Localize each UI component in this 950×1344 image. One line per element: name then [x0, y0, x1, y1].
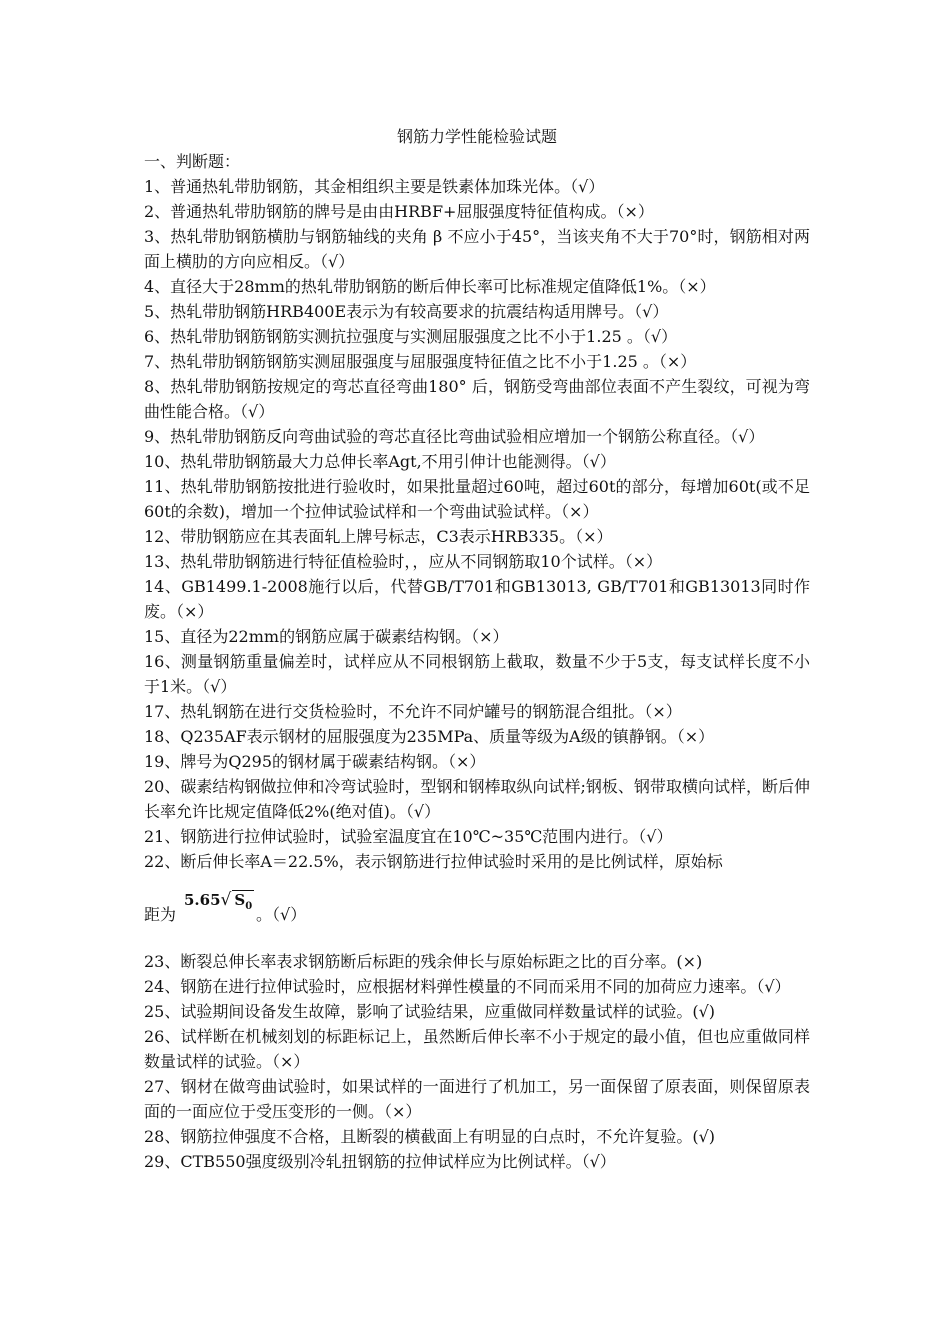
question-item: 13、热轧带肋钢筋进行特征值检验时，，应从不同钢筋取10个试样。（×） [144, 552, 663, 571]
question-item: 14、GB1499.1-2008施行以后，代替GB/T701和GB13013, GB/T701和GB13013同时作废。（×） [144, 577, 810, 621]
formula-subscript: 0 [245, 901, 253, 912]
question-item: 29、CTB550强度级别冷轧扭钢筋的拉伸试样应为比例试样。（√） [144, 1152, 616, 1171]
question-item: 22、断后伸长率A＝22.5%，表示钢筋进行拉伸试验时采用的是比例试样，原始标 [144, 852, 723, 871]
question-item: 9、热轧带肋钢筋反向弯曲试验的弯芯直径比弯曲试验相应增加一个钢筋公称直径。（√） [144, 427, 765, 446]
question-item: 11、热轧带肋钢筋按批进行验收时，如果批量超过60吨，超过60t的部分，每增加60t(或不足60t的余数)，增加一个拉伸试验试样和一个弯曲试验试样。（×） [144, 477, 810, 521]
question-item: 26、试样断在机械刻划的标距标记上，虽然断后伸长率不小于规定的最小值，但也应重做同样数量试样的试验。（×） [144, 1027, 810, 1071]
formula-line-text [144, 902, 306, 927]
question-item: 20、碳素结构钢做拉伸和冷弯试验时，型钢和钢棒取纵向试样;钢板、钢带取横向试样，断后伸长率允许比规定值降低2%(绝对值)。（√） [144, 777, 810, 821]
question-item: 5、热轧带肋钢筋HRB400E表示为有较高要求的抗震结构适用牌号。（√） [144, 302, 669, 321]
question-item: 24、钢筋在进行拉伸试验时，应根据材料弹性模量的不同而采用不同的加荷应力速率。（√） [144, 977, 791, 996]
question-item: 27、钢材在做弯曲试验时，如果试样的一面进行了机加工，另一面保留了原表面，则保留原表面的一面应位于受压变形的一侧。（×） [144, 1077, 810, 1121]
question-item: 2、普通热轧带肋钢筋的牌号是由由HRBF+屈服强度特征值构成。（×） [144, 202, 654, 221]
question-item: 16、测量钢筋重量偏差时，试样应从不同根钢筋上截取，数量不少于5支，每支试样长度不小于1米。（√） [144, 652, 810, 696]
question-item: 28、钢筋拉伸强度不合格，且断裂的横截面上有明显的白点时，不允许复验。(√) [144, 1127, 716, 1146]
question-item: 12、带肋钢筋应在其表面轧上牌号标志，C3表示HRB335。（×） [144, 527, 613, 546]
question-item: 21、钢筋进行拉伸试验时，试验室温度宜在10℃~35℃范围内进行。（√） [144, 827, 673, 846]
question-item: 15、直径为22mm的钢筋应属于碳素结构钢。（×） [144, 627, 509, 646]
document-title: 钢筋力学性能检验试题 [396, 127, 557, 146]
question-item: 8、热轧带肋钢筋按规定的弯芯直径弯曲180° 后，钢筋受弯曲部位表面不产生裂纹，可视为弯曲性能合格。（√） [144, 377, 810, 421]
question-list-part-2 [144, 949, 810, 1174]
formula-radicand-symbol: S [234, 891, 246, 909]
question-item: 7、热轧带肋钢筋钢筋实测屈服强度与屈服强度特征值之比不小于1.25 。（×） [144, 352, 697, 371]
question-item: 23、断裂总伸长率表求钢筋断后标距的残余伸长与原始标距之比的百分率。(×) [144, 952, 703, 971]
question-item: 3、热轧带肋钢筋横肋与钢筋轴线的夹角 β 不应小于45°，当该夹角不大于70°时，钢筋相对两面上横肋的方向应相反。（√） [144, 227, 810, 271]
question-22-formula-line [144, 874, 810, 949]
question-item: 19、牌号为Q295的钢材属于碳素结构钢。（×） [144, 752, 486, 771]
question-list-part-1 [144, 174, 810, 874]
question-item: 17、热轧钢筋在进行交货检验时，不允许不同炉罐号的钢筋混合组批。（×） [144, 702, 682, 721]
question-item: 18、Q235AF表示钢材的屈服强度为235MPa、质量等级为A级的镇静钢。（×） [144, 727, 715, 746]
document-page [144, 124, 810, 1174]
question-item: 4、直径大于28mm的热轧带肋钢筋的断后伸长率可比标准规定值降低1%。（×） [144, 277, 716, 296]
formula-coefficient: 5.65 [184, 891, 221, 909]
formula-prefix: 距为 [144, 905, 177, 924]
question-item: 6、热轧带肋钢筋钢筋实测抗拉强度与实测屈服强度之比不小于1.25 。（√） [144, 327, 678, 346]
question-item: 25、试验期间设备发生故障，影响了试验结果，应重做同样数量试样的试验。(√) [144, 1002, 716, 1021]
sqrt-symbol: √ [220, 890, 232, 910]
formula-suffix: 。（√） [256, 905, 307, 924]
question-item: 1、普通热轧带肋钢筋，其金相组织主要是铁素体加珠光体。（√） [144, 177, 605, 196]
section-heading: 一、判断题： [144, 152, 241, 171]
question-item: 10、热轧带肋钢筋最大力总伸长率Agt,不用引伸计也能测得。（√） [144, 452, 616, 471]
